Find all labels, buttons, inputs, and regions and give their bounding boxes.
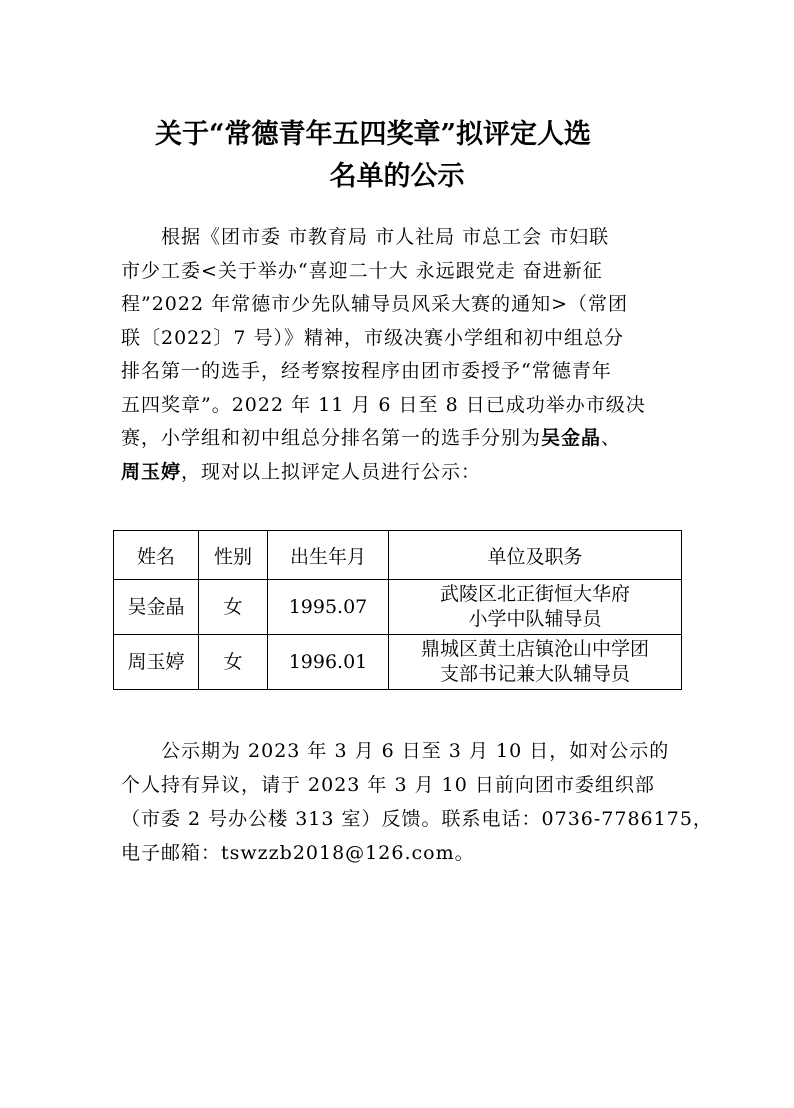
cell-name: 吴金晶 — [114, 580, 199, 635]
cell-unit — [389, 635, 682, 690]
body-line: 根据《团市委 市教育局 市人社局 市总工会 市妇联 — [121, 226, 610, 248]
notice-line: 电子邮箱：tswzzb2018@126.com。 — [121, 842, 475, 864]
body-line: 市少工委<关于举办“喜迎二十大 永远跟党走 奋进新征 — [121, 259, 603, 282]
cell-birth: 1995.07 — [268, 580, 389, 635]
table-header-row — [114, 531, 682, 580]
body-line: 排名第一的选手，经考察按程序由团市委授予“常德青年 — [121, 360, 612, 382]
notice-line: （市委 2 号办公楼 313 室）反馈。联系电话：0736-7786175， — [121, 808, 713, 830]
candidate-name-2: 周玉婷 — [121, 460, 182, 483]
document-title-line-1: 关于“常德青年五四奖章”拟评定人选 — [154, 119, 592, 150]
body-line: 联〔2022〕7 号）》精神，市级决赛小学组和初中组总分 — [121, 326, 624, 349]
body-line-text: ，现对以上拟评定人员进行公示： — [181, 460, 482, 483]
body-line: 五四奖章”。2022 年 11 月 6 日至 8 日已成功举办市级决 — [121, 393, 646, 416]
body-line: 程”2022 年常德市少先队辅导员风采大赛的通知>（常团 — [121, 293, 629, 315]
cell-gender: 女 — [199, 580, 268, 635]
cell-name: 周玉婷 — [114, 635, 199, 690]
notice-line: 个人持有异议，请于 2023 年 3 月 10 日前向团市委组织部 — [121, 774, 655, 796]
header-unit: 单位及职务 — [389, 531, 682, 580]
document-title-line-2: 名单的公示 — [329, 161, 465, 192]
candidate-table — [113, 530, 682, 690]
unit-line: 小学中队辅导员 — [468, 608, 602, 630]
cell-gender: 女 — [199, 635, 268, 690]
body-line-text: 赛，小学组和初中组总分排名第一的选手分别为 — [121, 427, 542, 449]
body-line — [121, 456, 681, 490]
name-separator: 、 — [601, 427, 622, 449]
unit-line: 支部书记兼大队辅导员 — [439, 663, 630, 685]
header-birth: 出生年月 — [268, 531, 389, 580]
unit-line: 鼎城区黄土店镇沧山中学团 — [420, 638, 649, 660]
unit-line: 武陵区北正街恒大华府 — [439, 583, 630, 605]
notice-line: 公示期为 2023 年 3 月 6 日至 3 月 10 日，如对公示的 — [121, 740, 670, 762]
header-name: 姓名 — [114, 531, 199, 580]
header-gender: 性别 — [199, 531, 268, 580]
body-paragraph — [121, 221, 681, 489]
table-row — [114, 580, 682, 635]
candidate-name-1: 吴金晶 — [541, 427, 602, 449]
cell-birth: 1996.01 — [268, 635, 389, 690]
cell-unit — [389, 580, 682, 635]
table-row — [114, 635, 682, 690]
body-line — [121, 422, 681, 456]
notice-paragraph — [121, 734, 713, 870]
